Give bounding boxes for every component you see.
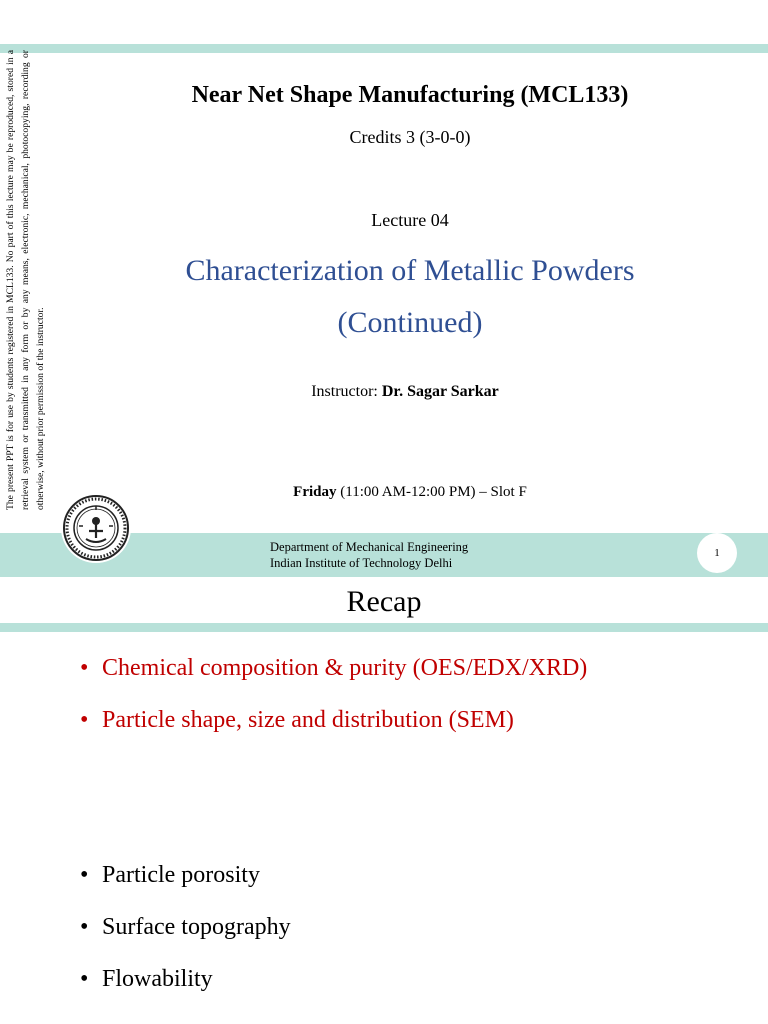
course-credits: Credits 3 (3-0-0) xyxy=(349,127,471,147)
institute-logo xyxy=(61,493,131,563)
bullet-item: • Chemical composition & purity (OES/EDX/XRD) xyxy=(80,653,760,705)
schedule-time: (11:00 AM-12:00 PM) – Slot F xyxy=(336,484,527,500)
instructor-name: Dr. Sagar Sarkar xyxy=(381,383,499,400)
schedule-line xyxy=(90,484,730,501)
bullet-list xyxy=(80,860,760,1016)
course-title: Near Net Shape Manufacturing (MCL133) xyxy=(191,82,629,108)
bullet-item: • Surface topography xyxy=(80,912,760,964)
lecture-title xyxy=(90,245,730,349)
bullet-item: • Flowability xyxy=(80,964,760,1016)
department-name: Department of Mechanical Engineering xyxy=(270,540,469,554)
instructor-label: Instructor: xyxy=(311,383,382,400)
slide-number: 1 xyxy=(697,533,737,573)
institution-info xyxy=(270,539,468,571)
highlighted-bullet-list xyxy=(80,653,760,757)
iit-delhi-emblem-icon xyxy=(61,493,131,563)
lecture-title-line-1: Characterization of Metallic Powders xyxy=(185,254,635,287)
lecture-title-line-2: (Continued) xyxy=(337,306,483,339)
slide-title: Recap xyxy=(346,585,422,618)
title-accent-bar xyxy=(0,623,768,632)
recap-slide xyxy=(0,583,768,1024)
copyright-notice: The present PPT is for use by students registered in MCL133. No part of this lecture may be reproduced, stored in a retrieval system or transmitted in any form or by any means, electronic, mechanical, photocopying, recording or otherwise, without prior permission of the instructor. xyxy=(5,50,46,510)
bullet-item: • Particle shape, size and distribution (SEM) xyxy=(80,705,760,757)
schedule-day: Friday xyxy=(293,484,337,500)
bullet-item: • Particle porosity xyxy=(80,860,760,912)
top-accent-bar xyxy=(0,44,768,53)
institute-name: Indian Institute of Technology Delhi xyxy=(270,556,453,570)
instructor-line xyxy=(90,383,720,401)
lecture-number: Lecture 04 xyxy=(371,210,449,230)
